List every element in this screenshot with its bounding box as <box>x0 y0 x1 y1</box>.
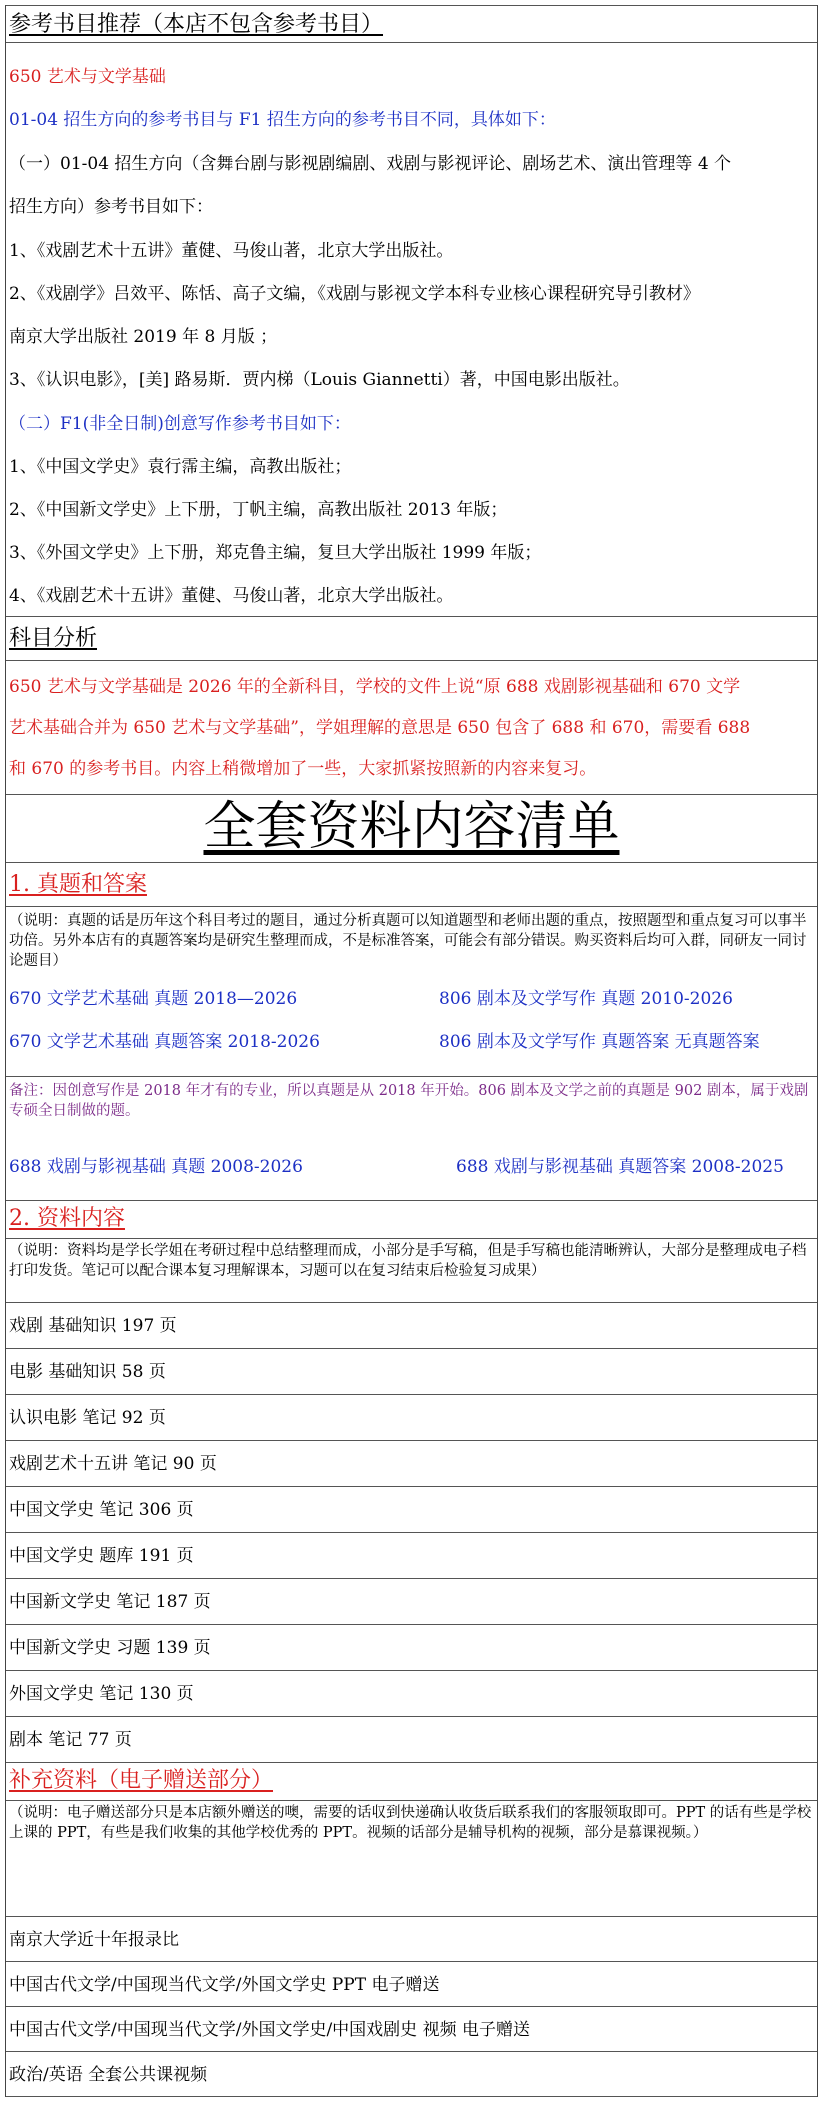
analysis-heading-row <box>6 617 817 661</box>
extra-note: （说明：电子赠送部分只是本店额外赠送的噢，需要的话収到快递确认收货后联系我们的客服领取即可。PPT 的话有些是学校上课的 PPT，有些是我们收集的其他学校优秀的 PPT。视频的话部分是辅导机构的视频，部分是慕课视频。） <box>9 1805 812 1841</box>
material-row <box>6 1717 817 1763</box>
exams-heading-row <box>6 863 817 907</box>
material-item: 剧本 笔记 77 页 <box>9 1730 132 1750</box>
material-item: 认识电影 笔记 92 页 <box>9 1408 166 1428</box>
extra-item: 中国古代文学/中国现当代文学/外国文学史 PPT 电子赠送 <box>9 1975 440 1995</box>
group1-item: 南京大学出版社 2019 年 8 月版 ； <box>9 327 278 347</box>
exam-item: 806 剧本及文学写作 真题 2010-2026 <box>439 989 733 1009</box>
materials-heading: 2. 资料内容 <box>9 1206 125 1231</box>
exam-item: 806 剧本及文学写作 真题答案 无真题答案 <box>439 1032 760 1052</box>
extra-item: 南京大学近十年报录比 <box>9 1930 179 1950</box>
material-row <box>6 1579 817 1625</box>
material-row <box>6 1533 817 1579</box>
exams-heading: 1. 真题和答案 <box>9 872 147 897</box>
extra-heading: 补充资料（电子赠送部分） <box>9 1768 274 1793</box>
material-item: 外国文学史 笔记 130 页 <box>9 1684 194 1704</box>
extra-heading-row <box>6 1763 817 1801</box>
analysis-line: 650 艺术与文学基础是 2026 年的全新科目，学校的文件上说“原 688 戏剧影视基础和 670 文学 <box>9 677 741 697</box>
materials-heading-row <box>6 1201 817 1239</box>
group1-title: （一）01-04 招生方向（含舞台剧与影视剧编剧、戏剧与影视评论、剧场艺术、演出管理等 4 个 <box>9 154 732 174</box>
subject-title: 650 艺术与文学基础 <box>9 67 166 87</box>
big-title-row <box>6 795 817 863</box>
material-item: 电影 基础知识 58 页 <box>9 1362 166 1382</box>
material-item: 中国文学史 笔记 306 页 <box>9 1500 194 1520</box>
material-item: 中国新文学史 习题 139 页 <box>9 1638 211 1658</box>
material-item: 中国文学史 题库 191 页 <box>9 1546 194 1566</box>
extra-row <box>6 1917 817 1962</box>
material-item: 戏剧 基础知识 197 页 <box>9 1316 177 1336</box>
group1-title-cont: 招生方向）参考书目如下： <box>9 197 213 217</box>
material-row <box>6 1625 817 1671</box>
page-title: 全套资料内容清单 <box>203 797 620 857</box>
analysis-heading: 科目分析 <box>9 626 98 651</box>
group1-item: 2、《戏剧学》吕效平、陈恬、高子文编，《戏剧与影视文学本科专业核心课程研究导引教材》 <box>9 284 700 304</box>
group1-item: 3、《认识电影》，[美] 路易斯．贾内梯（Louis Giannetti）著，中国电影出版社。 <box>9 370 630 390</box>
exams-body <box>6 907 817 1077</box>
material-row <box>6 1487 817 1533</box>
exam-item: 688 戏剧与影视基础 真题答案 2008-2025 <box>456 1157 784 1177</box>
analysis-line: 和 670 的参考书目。内容上稍微增加了一些，大家抓紧按照新的内容来复习。 <box>9 759 597 779</box>
document-page <box>5 5 818 2097</box>
extra-note-row <box>6 1801 817 1917</box>
group2-item: 1、《中国文学史》袁行霈主编，高教出版社； <box>9 457 352 477</box>
ref-heading-row <box>6 5 817 43</box>
ref-body <box>6 43 817 617</box>
materials-note: （说明：资料均是学长学姐在考研过程中总结整理而成，小部分是手写稿，但是手写稿也能清晰辨认，大部分是整理成电子档打印发货。笔记可以配合课本复习理解课本，习题可以在复习结束后检验复习成果） <box>9 1243 807 1279</box>
group2-item: 4、《戏剧艺术十五讲》董健、马俊山著，北京大学出版社。 <box>9 586 454 606</box>
group2-item: 3、《外国文学史》上下册，郑克鲁主编，复旦大学出版社 1999 年版； <box>9 543 542 563</box>
exam-item: 670 文学艺术基础 真题答案 2018-2026 <box>9 1032 320 1052</box>
materials-note-row <box>6 1239 817 1303</box>
extra-row <box>6 1962 817 2007</box>
material-row <box>6 1349 817 1395</box>
extra-item: 政治/英语 全套公共课视频 <box>9 2065 208 2085</box>
exam-item: 688 戏剧与影视基础 真题 2008-2026 <box>9 1157 303 1177</box>
extra-item: 中国古代文学/中国现当代文学/外国文学史/中国戏剧史 视频 电子赠送 <box>9 2020 530 2040</box>
extra-row <box>6 2007 817 2052</box>
material-item: 中国新文学史 笔记 187 页 <box>9 1592 211 1612</box>
group2-title: （二）F1(非全日制)创意写作参考书目如下： <box>9 414 351 434</box>
analysis-body <box>6 661 817 795</box>
material-row <box>6 1395 817 1441</box>
exams-remark: 备注：因创意写作是 2018 年才有的专业，所以真题是从 2018 年开始。806 剧本及文学之前的真题是 902 剧本，属于戏剧专硕全日制做的题。 <box>9 1083 809 1119</box>
material-row <box>6 1303 817 1349</box>
exam-item: 670 文学艺术基础 真题 2018—2026 <box>9 989 298 1009</box>
extra-row <box>6 2052 817 2097</box>
material-item: 戏剧艺术十五讲 笔记 90 页 <box>9 1454 217 1474</box>
direction-diff-note: 01-04 招生方向的参考书目与 F1 招生方向的参考书目不同，具体如下： <box>9 110 556 130</box>
analysis-line: 艺术基础合并为 650 艺术与文学基础”，学姐理解的意思是 650 包含了 688 和 670，需要看 688 <box>9 718 751 738</box>
exams-note: （说明：真题的话是历年这个科目考过的题目，通过分析真题可以知道题型和老师出题的重点，按照题型和重点复习可以事半功倍。另外本店有的真题答案均是研究生整理而成，不是标准答案，可能会有部分错误。购买资料后均可入群，同研友一同讨论题目） <box>9 913 807 969</box>
exams-remark-row <box>6 1077 817 1201</box>
group2-item: 2、《中国新文学史》上下册，丁帆主编，高教出版社 2013 年版； <box>9 500 508 520</box>
ref-heading: 参考书目推荐（本店不包含参考书目） <box>9 12 384 37</box>
group1-item: 1、《戏剧艺术十五讲》董健、马俊山著，北京大学出版社。 <box>9 241 454 261</box>
material-row <box>6 1441 817 1487</box>
material-row <box>6 1671 817 1717</box>
